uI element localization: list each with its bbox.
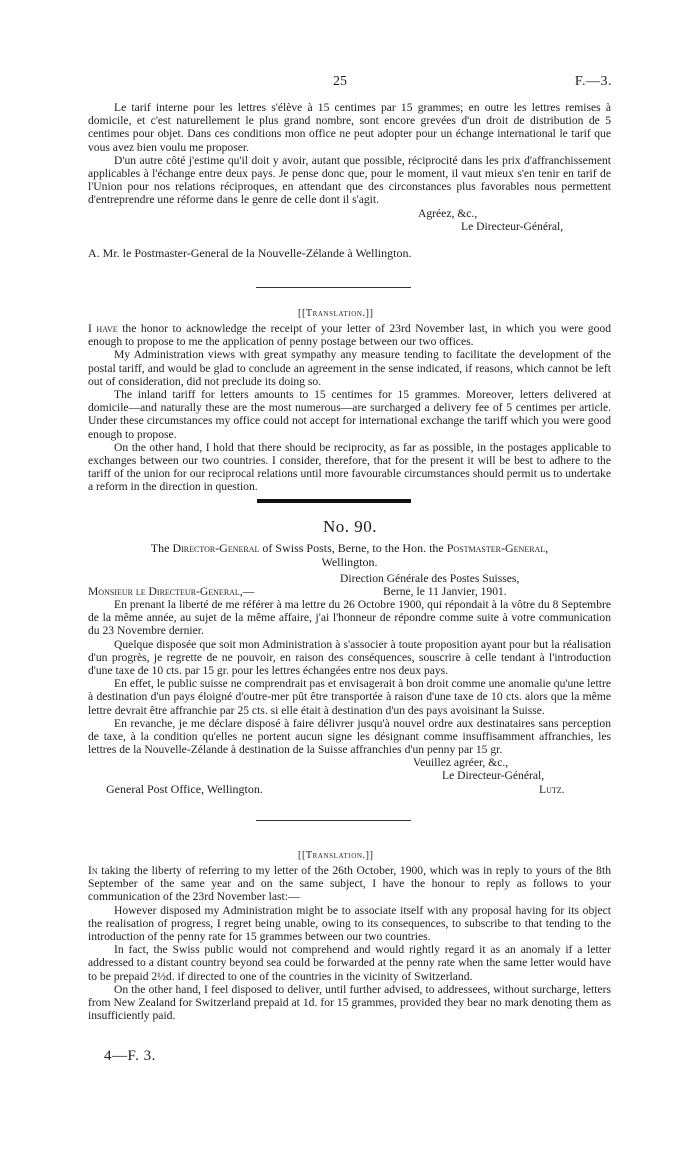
page-number: 25 xyxy=(333,74,347,89)
closing-formula: Agréez, &c., xyxy=(418,207,478,220)
lead-words: I have xyxy=(88,322,118,335)
letter-title: The Director-General of Swiss Posts, Berne, to the Hon. the Postmaster-General, Wellington. xyxy=(150,541,549,569)
closing-formula: Veuillez agréer, &c., xyxy=(413,756,509,769)
paragraph: En prenant la liberté de me référer à ma lettre du 26 Octobre 1900, qui répondait à la vôtre du 8 Septembre de la même année, au sujet de la même affaire, j'ai l'honneur de répondre comme suite à votre communication du 23 Novembre dernier. xyxy=(88,598,611,638)
letter-number: No. 90. xyxy=(322,517,378,536)
paragraph: The inland tariff for letters amounts to 15 centimes for 15 grammes. Moreover, letters delivered at domicile—and naturally these are the most numerous—are surcharged a delivery fee of 5 centimes per article. Under these circumstances my office could not accept for international exchange the tariff which you were good enough to propose. xyxy=(88,388,611,441)
title-location: Wellington. xyxy=(321,555,378,569)
paragraph: My Administration views with great sympathy any measure tending to facilitate the development of the postal tariff, and would be glad to conclude an agreement in the sense indicated, if reasons, which cannot be left out of consideration, did not preclude its doing so. xyxy=(88,348,611,388)
signatory-title: Le Directeur-Général, xyxy=(461,220,564,233)
paragraph: En revanche, je me déclare disposé à faire délivrer jusqu'à nouvel ordre aux destinataires sans perception de taxe, à la condition qu'elles ne portent aucun signe les désignant comme insuffisamment affranchies, les lettres de la Nouvelle-Zélande à destination de la Suisse affranchies d'un penny par 15 gr. xyxy=(88,716,611,757)
paragraph: However disposed my Administration might be to associate itself with any proposal having for its object the realisation of progress, I regret being unable, owing to its consequences, to subscribe to that tending to the introduction of the penny rate for 15 grammes between our two countries. xyxy=(88,903,611,944)
letter-90-body xyxy=(88,598,611,756)
paragraph: Le tarif interne pour les lettres s'élève à 15 centimes par 15 grammes; en outre les lettres remises à domicile, et c'est naturellement le plus grand nombre, sont encore grevées d'un droit de distribution de 5 centimes pour objet. Dans ces conditions mon office ne peut adopter pour un échange international le tarif que vous avez bien voulu me proposer. xyxy=(88,101,611,154)
paragraph: On the other hand, I hold that there should be reciprocity, as far as possible, in the postages applicable to exchanges between our two countries. I consider, therefore, that for the present it will be best to adhere to the tariff of the union for our reciprocal relations until more favourable circumstances should permit us to undertake a reform in the direction in question. xyxy=(88,440,611,494)
paragraph: Quelque disposée que soit mon Administration à s'associer à toute proposition ayant pour but la réalisation d'un progrès, je regrette de ne pouvoir, en raison des conséquences, souscrire à celle tendant à l'introduction d'une taxe de 10 cts. par 15 gr. pour les lettres échangées entre nos deux pays. xyxy=(88,637,611,678)
place-date: Berne, le 11 Janvier, 1901. xyxy=(383,585,507,598)
signature: Lutz. xyxy=(539,783,565,796)
addressee-line: A. Mr. le Postmaster-General de la Nouvelle-Zélande à Wellington. xyxy=(88,246,412,260)
paragraph: D'un autre côté j'estime qu'il doit y avoir, autant que possible, réciprocité dans les prix d'affranchissement applicables à l'échange entre deux pays. Je pense donc que, pour le moment, il vaut mieux s'en tenir en tarif de l'Union pour nos relations réciproques, en attendant que des circonstances plus favorables nous permettent d'entreprendre une réforme dans le genre de celle dont il s'agit. xyxy=(88,153,611,207)
translation-label: [[Translation.]] xyxy=(298,850,374,861)
translation-label-text: [Translation.] xyxy=(301,308,370,319)
french-letter-body xyxy=(88,101,611,207)
paragraph: En effet, le public suisse ne comprendrait pas et envisagerait à bon droit comme une anomalie qu'une lettre à destination d'un pays éloigné d'outre-mer pût être transportée à raison d'une taxe de 10 cts. alors que la même lettre devrait être affranchie par 25 cts. si elle était à destination d'un des pays avoisinant la Suisse. xyxy=(88,677,611,717)
translation-label-text: [Translation.] xyxy=(301,850,370,861)
letter-divider xyxy=(257,499,411,503)
section-divider xyxy=(256,820,411,821)
signatory-title: Le Directeur-Général, xyxy=(442,769,545,782)
translation-2-body xyxy=(88,864,611,1022)
sheet-reference: 4—F. 3. xyxy=(104,1048,156,1064)
paragraph: taking the liberty of referring to my letter of the 26th October, 1900, which was in reply to yours of the 8th September of the same year and on the same subject, I have the honour to reply as follows to your communication of the 23rd November last:— xyxy=(88,864,611,904)
paragraph: On the other hand, I feel disposed to deliver, until further advised, to addressees, without surcharge, letters from New Zealand for Switzerland prepaid at 1d. for 15 grammes, provided they bear no mark denoting them as insufficiently paid. xyxy=(88,982,611,1023)
translation-1-body xyxy=(88,322,611,494)
salutation: Monsieur le Directeur-General,— xyxy=(88,585,255,598)
title-smallcaps: Director-General xyxy=(172,541,260,555)
title-smallcaps: Postmaster-General, xyxy=(446,541,549,555)
paragraph: the honor to acknowledge the receipt of your letter of 23rd November last, in which you were good enough to propose to me the application of penny postage between our two offices. xyxy=(88,322,611,349)
paragraph: In fact, the Swiss public would not comprehend and would rightly regard it as an anomaly if a letter addressed to a distant country beyond sea could be forwarded at the penny rate when the same letter would have to be prepaid 2½d. if directed to one of the countries in the vicinity of Switzerland. xyxy=(88,943,611,983)
translation-label: [[Translation.]] xyxy=(298,308,374,319)
sender-office: Direction Générale des Postes Suisses, xyxy=(340,572,520,585)
lead-words: In xyxy=(88,864,98,877)
document-reference: F.—3. xyxy=(574,74,612,89)
section-divider xyxy=(256,287,411,288)
recipient-address: General Post Office, Wellington. xyxy=(106,782,263,796)
